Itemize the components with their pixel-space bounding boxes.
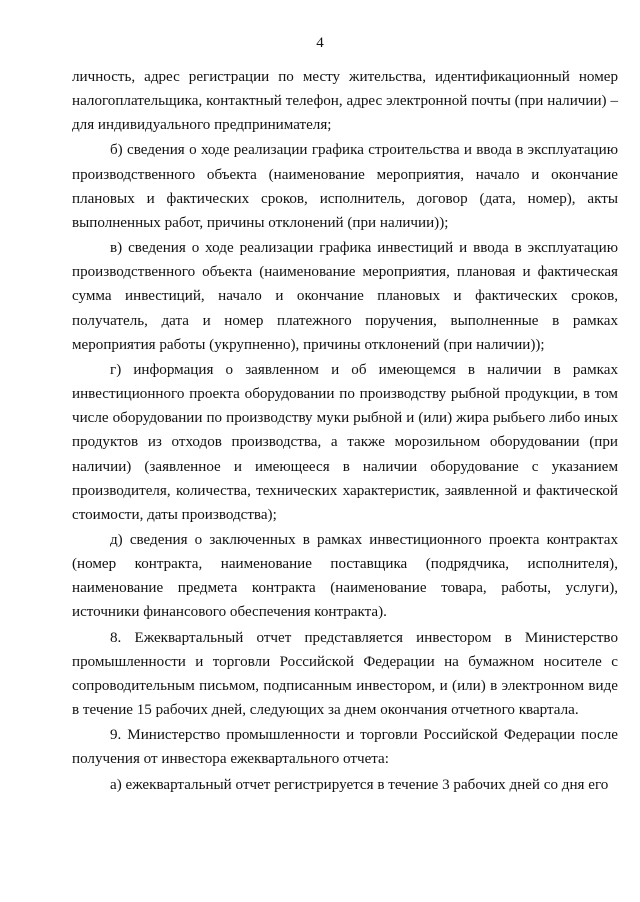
- paragraph-item-d: д) сведения о заключенных в рамках инвестиционного проекта контрактах (номер контракта, наименование поставщика (подрядчика, исполнителя), наименование предмета контракта (наименование товара, работы, услуги), источники финансового обеспечения контракта).: [72, 531, 618, 621]
- paragraph-item-a: а) ежеквартальный отчет регистрируется в течение 3 рабочих дней со дня его: [110, 776, 609, 793]
- page-number: 4: [316, 35, 324, 51]
- paragraph-clause-9: 9. Министерство промышленности и торговли Российской Федерации после получения от инвестора ежеквартального отчета:: [72, 727, 618, 768]
- document-body: [72, 65, 618, 797]
- paragraph-clause-8: 8. Ежеквартальный отчет представляется инвестором в Министерство промышленности и торговли Российской Федерации на бумажном носителе с сопроводительным письмом, подписанным инвестором, и (или) в электронном виде в течение 15 рабочих дней, следующих за днем окончания отчетного квартала.: [72, 629, 618, 719]
- paragraph-item-g: г) информация о заявленном и об имеющемся в наличии в рамках инвестиционного проекта оборудовании по производству рыбной продукции, в том числе оборудовании по производству муки рыбной и (или) жира рыбьего либо иных продуктов из отходов производства, а также морозильном оборудовании (при наличии) (заявленное и имеющееся в наличии оборудование с указанием производителя, количества, технических характеристик, заявленной и фактической стоимости, даты производства);: [72, 361, 618, 523]
- paragraph-item-v: в) сведения о ходе реализации графика инвестиций и ввода в эксплуатацию производственного объекта (наименование мероприятия, плановая и фактическая сумма инвестиций, начало и окончание плановых и фактических сроков, получатель, дата и номер платежного поручения, выполненные в рамках мероприятия работы (укрупненно), причины отклонений (при наличии));: [72, 240, 618, 353]
- paragraph-item-b: б) сведения о ходе реализации графика строительства и ввода в эксплуатацию производственного объекта (наименование мероприятия, начало и окончание плановых и фактических сроков, исполнитель, договор (дата, номер), акты выполненных работ, причины отклонений (при наличии));: [72, 142, 618, 231]
- paragraph-continuation: личность, адрес регистрации по месту жительства, идентификационный номер налогоплательщика, контактный телефон, адрес электронной почты (при наличии) – для индивидуального предпринимателя;: [72, 69, 618, 134]
